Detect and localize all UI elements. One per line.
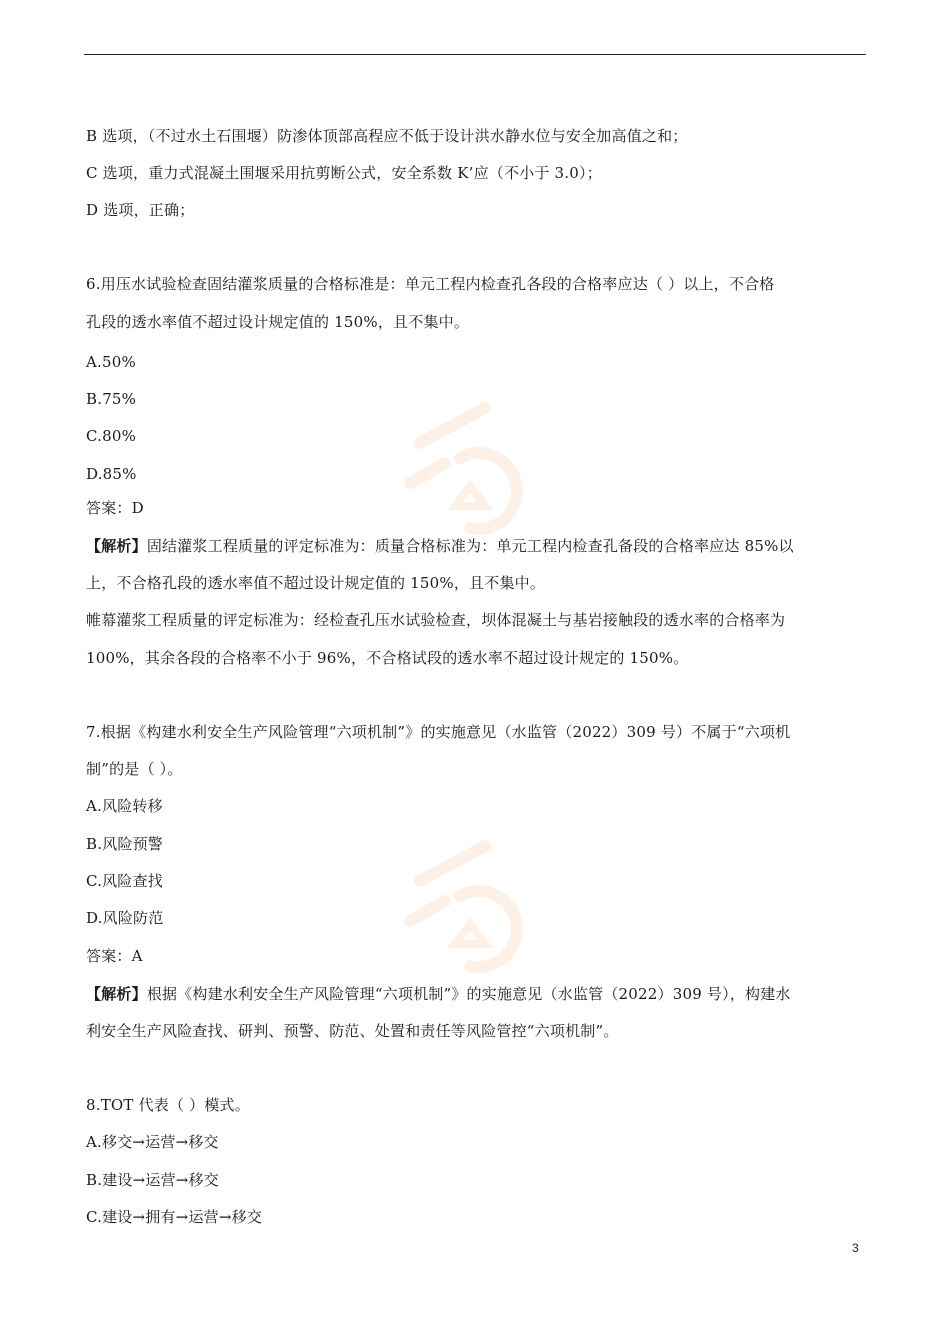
header-divider	[84, 54, 866, 55]
question-8-option-c: C.建设→拥有→运营→移交	[86, 1208, 263, 1226]
question-7-option-b: B.风险预警	[86, 835, 163, 853]
question-6-option-c: C.80%	[86, 427, 137, 445]
explanation-text: 固结灌浆工程质量的评定标准为：质量合格标准为：单元工程内检查孔备段的合格率应达 85%以	[146, 537, 794, 555]
question-7-explanation-cont: 利安全生产风险查找、研判、预警、防范、处置和责任等风险管控“六项机制”。	[86, 1022, 619, 1040]
question-6-stem: 6.用压水试验检查固结灌浆质量的合格标准是：单元工程内检查孔各段的合格率应达（ ）以上，不合格	[86, 275, 775, 293]
question-7-stem-cont: 制”的是（ ）。	[86, 760, 183, 778]
watermark-logo-icon	[400, 398, 540, 538]
question-7-stem: 7.根据《构建水利安全生产风险管理“六项机制”》的实施意见（水监管（2022）309 号）不属于“六项机	[86, 723, 791, 741]
question-6-explanation-cont: 上，不合格孔段的透水率值不超过设计规定值的 150%，且不集中。	[86, 574, 546, 592]
question-7-explanation	[86, 984, 791, 1004]
question-6-explanation-2: 帷幕灌浆工程质量的评定标准为：经检查孔压水试验检查，坝体混凝土与基岩接触段的透水率的合格率为	[86, 611, 786, 629]
question-7-option-a: A.风险转移	[86, 797, 163, 815]
watermark-logo-icon	[400, 836, 540, 976]
question-6-option-d: D.85%	[86, 465, 137, 483]
question-7-option-d: D.风险防范	[86, 909, 164, 927]
question-7-answer: 答案：A	[86, 947, 143, 965]
question-6-option-a: A.50%	[86, 353, 136, 371]
question-6-explanation-2-cont: 100%，其余各段的合格率不小于 96%，不合格试段的透水率不超过设计规定的 150%。	[86, 649, 689, 667]
question-6-stem-cont: 孔段的透水率值不超过设计规定值的 150%，且不集中。	[86, 313, 470, 331]
explanation-label: 【解析】	[86, 537, 147, 555]
option-c-explanation: C 选项，重力式混凝土围堰采用抗剪断公式，安全系数 K’应（不小于 3.0）；	[86, 164, 602, 182]
explanation-text: 根据《构建水利安全生产风险管理“六项机制”》的实施意见（水监管（2022）309 号），构建水	[146, 985, 791, 1003]
question-6-option-b: B.75%	[86, 390, 137, 408]
question-8-stem: 8.TOT 代表（ ）模式。	[86, 1096, 250, 1114]
explanation-label: 【解析】	[86, 985, 147, 1003]
question-6-answer: 答案：D	[86, 499, 144, 517]
page-number: 3	[852, 1241, 859, 1255]
option-b-explanation: B 选项，（不过水土石围堰）防渗体顶部高程应不低于设计洪水静水位与安全加高值之和；	[86, 127, 688, 145]
option-d-explanation: D 选项，正确；	[86, 201, 195, 219]
question-7-option-c: C.风险查找	[86, 872, 163, 890]
question-8-option-b: B.建设→运营→移交	[86, 1171, 219, 1189]
question-6-explanation	[86, 536, 794, 556]
question-8-option-a: A.移交→运营→移交	[86, 1133, 219, 1151]
